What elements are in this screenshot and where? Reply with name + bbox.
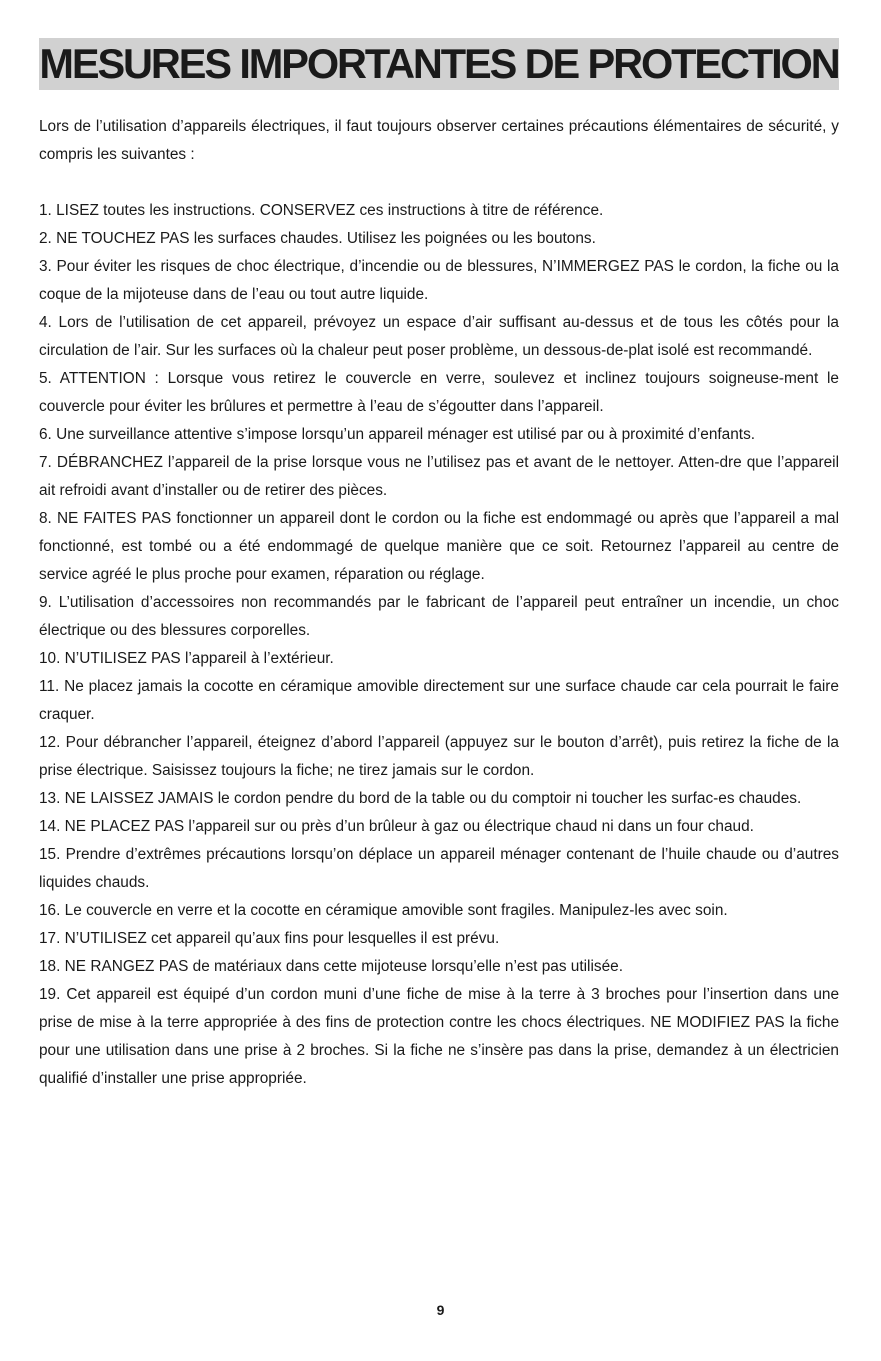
safety-instruction-item: 15. Prendre d’extrêmes précautions lorsqu’on déplace un appareil ménager contenant de l’huile chaude ou d’autres liquides chauds. [39, 846, 839, 891]
safety-instruction-item: 12. Pour débrancher l’appareil, éteignez d’abord l’appareil (appuyez sur le bouton d’arrêt), puis retirez la fiche de la prise électrique. Saisissez toujours la fiche; ne tirez jamais sur le cordon. [39, 734, 839, 779]
title-bar [39, 38, 839, 90]
safety-instruction-item: 16. Le couvercle en verre et la cocotte en céramique amovible sont fragiles. Manipulez-les avec soin. [39, 902, 728, 919]
safety-instruction-item: 8. NE FAITES PAS fonctionner un appareil dont le cordon ou la fiche est endommagé ou après que l’appareil a mal fonctionné, est tombé ou a été endommagé de quelque manière que ce soit. Retournez l’appareil au centre de service agréé le plus proche pour examen, réparation ou réglage. [39, 510, 839, 583]
safety-instruction-item: 10. N’UTILISEZ PAS l’appareil à l’extérieur. [39, 650, 334, 667]
safety-instruction-item: 4. Lors de l’utilisation de cet appareil, prévoyez un espace d’air suffisant au-dessus et de tous les côtés pour la circulation de l’air. Sur les surfaces où la chaleur peut poser problème, un dessous-de-plat isolé est recommandé. [39, 314, 839, 359]
safety-instructions-list [39, 197, 839, 1093]
safety-instruction-item: 1. LISEZ toutes les instructions. CONSERVEZ ces instructions à titre de référence. [39, 202, 604, 219]
page-title: MESURES IMPORTANTES DE PROTECTION [39, 40, 839, 87]
page-number: 9 [436, 1302, 445, 1318]
intro-paragraph: Lors de l’utilisation d’appareils électriques, il faut toujours observer certaines précautions élémentaires de sécurité, y compris les suivantes : [39, 118, 839, 163]
safety-instruction-item: 5. ATTENTION : Lorsque vous retirez le couvercle en verre, soulevez et inclinez toujours soigneuse-ment le couvercle pour éviter les brûlures et permettre à l’eau de s’égoutter dans l’appareil. [39, 370, 839, 415]
safety-instruction-item: 2. NE TOUCHEZ PAS les surfaces chaudes. Utilisez les poignées ou les boutons. [39, 230, 596, 247]
safety-instruction-item: 14. NE PLACEZ PAS l’appareil sur ou près d’un brûleur à gaz ou électrique chaud ni dans un four chaud. [39, 818, 754, 835]
document-page [39, 38, 839, 1093]
safety-instruction-item: 11. Ne placez jamais la cocotte en céramique amovible directement sur une surface chaude car cela pourrait le faire craquer. [39, 678, 839, 723]
safety-instruction-item: 17. N’UTILISEZ cet appareil qu’aux fins pour lesquelles il est prévu. [39, 930, 500, 947]
safety-instruction-item: 13. NE LAISSEZ JAMAIS le cordon pendre du bord de la table ou du comptoir ni toucher les surfac-es chaudes. [39, 790, 802, 807]
safety-instruction-item: 18. NE RANGEZ PAS de matériaux dans cette mijoteuse lorsqu’elle n’est pas utilisée. [39, 958, 623, 975]
safety-instruction-item: 6. Une surveillance attentive s’impose lorsqu’un appareil ménager est utilisé par ou à proximité d’enfants. [39, 426, 756, 443]
safety-instruction-item: 3. Pour éviter les risques de choc électrique, d’incendie ou de blessures, N’IMMERGEZ PAS le cordon, la fiche ou la coque de la mijoteuse dans de l’eau ou tout autre liquide. [39, 258, 839, 303]
safety-instruction-item: 9. L’utilisation d’accessoires non recommandés par le fabricant de l’appareil peut entraîner un incendie, un choc électrique ou des blessures corporelles. [39, 594, 839, 639]
safety-instruction-item: 7. DÉBRANCHEZ l’appareil de la prise lorsque vous ne l’utilisez pas et avant de le nettoyer. Atten-dre que l’appareil ait refroidi avant d’installer ou de retirer des pièces. [39, 454, 839, 499]
safety-instruction-item: 19. Cet appareil est équipé d’un cordon muni d’une fiche de mise à la terre à 3 broches pour l’insertion dans une prise de mise à la terre appropriée à des fins de protection contre les chocs électriques. NE MODIFIEZ PAS la fiche pour une utilisation dans une prise à 2 broches. Si la fiche ne s’insère pas dans la prise, demandez à un électricien qualifié d’installer une prise appropriée. [39, 986, 839, 1087]
